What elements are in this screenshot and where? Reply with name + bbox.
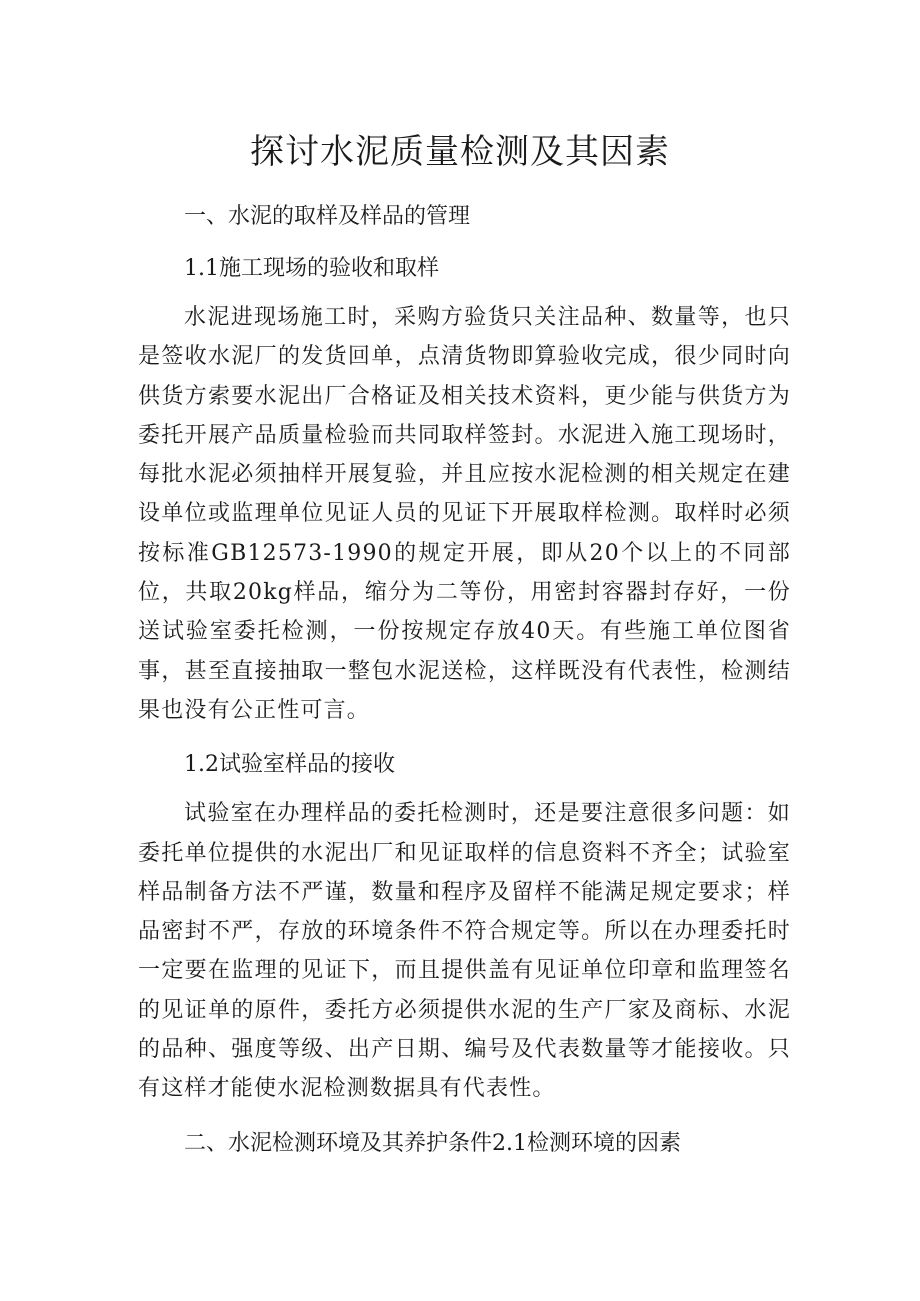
document-title: 探讨水泥质量检测及其因素	[250, 132, 670, 172]
section-1-heading: 一、水泥的取样及样品的管理	[184, 204, 471, 229]
subsection-1-2-heading: 1.2试验室样品的接收	[184, 752, 395, 778]
paragraph-sampling: 水泥进现场施工时，采购方验货只关注品种、数量等，也只是签收水泥厂的发货回单，点清货物即算验收完成，很少同时向供货方索要水泥出厂合格证及相关技术资料，更少能与供货方为委托开展产品质量检验而共同取样签封。水泥进入施工现场时，每批水泥必须抽样开展复验，并且应按水泥检测的相关规定在建设单位或监理单位见证人员的见证下开展取样检测。取样时必须按标准GB12573-1990的规定开展，即从20个以上的不同部位，共取20kg样品，缩分为二等份，用密封容器封存好，一份送试验室委托检测，一份按规定存放40天。有些施工单位图省事，甚至直接抽取一整包水泥送检，这样既没有代表性，检测结果也没有公正性可言。	[138, 305, 791, 723]
document-body	[138, 194, 791, 1173]
subsection-1-1-heading: 1.1施工现场的验收和取样	[184, 256, 439, 281]
section-2-heading: 二、水泥检测环境及其养护条件2.1检测环境的因素	[184, 1130, 681, 1156]
paragraph-sample-receipt: 试验室在办理样品的委托检测时，还是要注意很多问题：如委托单位提供的水泥出厂和见证取样的信息资料不齐全；试验室样品制备方法不严谨，数量和程序及留样不能满足规定要求；样品密封不严，存放的环境条件不符合规定等。所以在办理委托时一定要在监理的见证下，而且提供盖有见证单位印章和监理签名的见证单的原件，委托方必须提供水泥的生产厂家及商标、水泥的品种、强度等级、出产日期、编号及代表数量等才能接收。只有这样才能使水泥检测数据具有代表性。	[138, 801, 791, 1102]
